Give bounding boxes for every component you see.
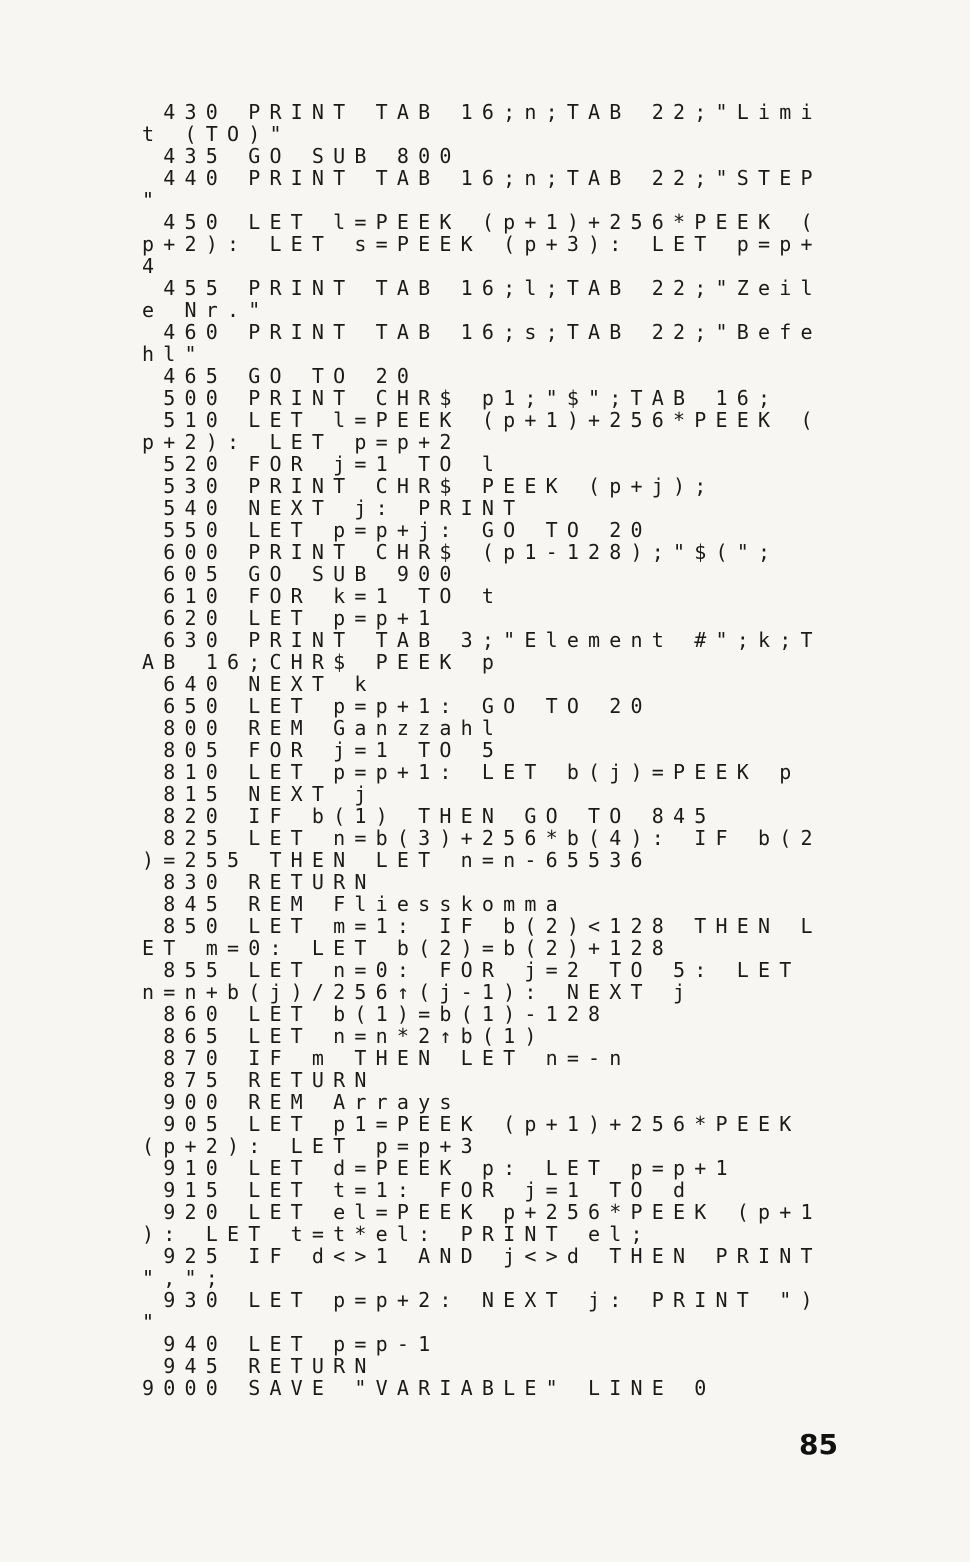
code-line: 800 REM Ganzzahl <box>142 716 504 740</box>
code-line: 435 GO SUB 800 <box>142 144 461 168</box>
page-number: 85 <box>799 1428 838 1461</box>
code-line: 500 PRINT CHR$ p1;"$";TAB 16; <box>142 386 780 410</box>
code-line: )=255 THEN LET n=n-65536 <box>142 848 652 872</box>
code-line: 465 GO TO 20 <box>142 364 419 388</box>
code-line: 550 LET p=p+j: GO TO 20 <box>142 518 652 542</box>
code-line: 640 NEXT k <box>142 672 376 696</box>
code-line: p+2): LET s=PEEK (p+3): LET p=p+ <box>142 232 822 256</box>
code-line: 915 LET t=1: FOR j=1 TO d <box>142 1178 695 1202</box>
code-line: " <box>142 1310 164 1334</box>
code-line: p+2): LET p=p+2 <box>142 430 461 454</box>
code-line: 920 LET el=PEEK p+256*PEEK (p+1 <box>142 1200 822 1224</box>
code-line: 945 RETURN <box>142 1354 376 1378</box>
code-line: 430 PRINT TAB 16;n;TAB 22;"Limi <box>142 100 822 124</box>
code-line: 810 LET p=p+1: LET b(j)=PEEK p <box>142 760 801 784</box>
code-line: 530 PRINT CHR$ PEEK (p+j); <box>142 474 716 498</box>
code-line: 875 RETURN <box>142 1068 376 1092</box>
code-line: 870 IF m THEN LET n=-n <box>142 1046 631 1070</box>
code-line: 605 GO SUB 900 <box>142 562 461 586</box>
code-line: 855 LET n=0: FOR j=2 TO 5: LET <box>142 958 801 982</box>
code-line: 860 LET b(1)=b(1)-128 <box>142 1002 610 1026</box>
code-line: 455 PRINT TAB 16;l;TAB 22;"Zeil <box>142 276 822 300</box>
code-line: 4 <box>142 254 164 278</box>
code-line: 825 LET n=b(3)+256*b(4): IF b(2 <box>142 826 822 850</box>
code-line: t (TO)" <box>142 122 291 146</box>
code-line: 9000 SAVE "VARIABLE" LINE 0 <box>142 1376 716 1400</box>
code-line: 805 FOR j=1 TO 5 <box>142 738 504 762</box>
code-line: ET m=0: LET b(2)=b(2)+128 <box>142 936 674 960</box>
code-line: e Nr." <box>142 298 270 322</box>
code-line: 630 PRINT TAB 3;"Element #";k;T <box>142 628 822 652</box>
code-line: 510 LET l=PEEK (p+1)+256*PEEK ( <box>142 408 822 432</box>
code-line: ","; <box>142 1266 227 1290</box>
code-line: 830 RETURN <box>142 870 376 894</box>
code-line: n=n+b(j)/256↑(j-1): NEXT j <box>142 980 695 1004</box>
code-line: 650 LET p=p+1: GO TO 20 <box>142 694 652 718</box>
code-line: 460 PRINT TAB 16;s;TAB 22;"Befe <box>142 320 822 344</box>
code-line: hl" <box>142 342 206 366</box>
code-line: 930 LET p=p+2: NEXT j: PRINT ") <box>142 1288 822 1312</box>
code-line: 850 LET m=1: IF b(2)<128 THEN L <box>142 914 822 938</box>
code-line: ): LET t=t*el: PRINT el; <box>142 1222 652 1246</box>
code-line: 815 NEXT j <box>142 782 376 806</box>
code-line: 520 FOR j=1 TO l <box>142 452 504 476</box>
code-line: 845 REM Fliesskomma <box>142 892 567 916</box>
code-line: 925 IF d<>1 AND j<>d THEN PRINT <box>142 1244 822 1268</box>
code-line: AB 16;CHR$ PEEK p <box>142 650 504 674</box>
code-line: 820 IF b(1) THEN GO TO 845 <box>142 804 716 828</box>
basic-program-listing <box>142 101 842 1399</box>
code-line: 600 PRINT CHR$ (p1-128);"$("; <box>142 540 780 564</box>
code-line: 450 LET l=PEEK (p+1)+256*PEEK ( <box>142 210 822 234</box>
code-line: 620 LET p=p+1 <box>142 606 440 630</box>
code-line: 910 LET d=PEEK p: LET p=p+1 <box>142 1156 737 1180</box>
code-line: 540 NEXT j: PRINT <box>142 496 525 520</box>
code-line: " <box>142 188 164 212</box>
code-line: (p+2): LET p=p+3 <box>142 1134 482 1158</box>
code-line: 940 LET p=p-1 <box>142 1332 440 1356</box>
code-line: 440 PRINT TAB 16;n;TAB 22;"STEP <box>142 166 822 190</box>
code-line: 900 REM Arrays <box>142 1090 461 1114</box>
code-line: 610 FOR k=1 TO t <box>142 584 504 608</box>
code-line: 865 LET n=n*2↑b(1) <box>142 1024 546 1048</box>
code-line: 905 LET p1=PEEK (p+1)+256*PEEK <box>142 1112 801 1136</box>
